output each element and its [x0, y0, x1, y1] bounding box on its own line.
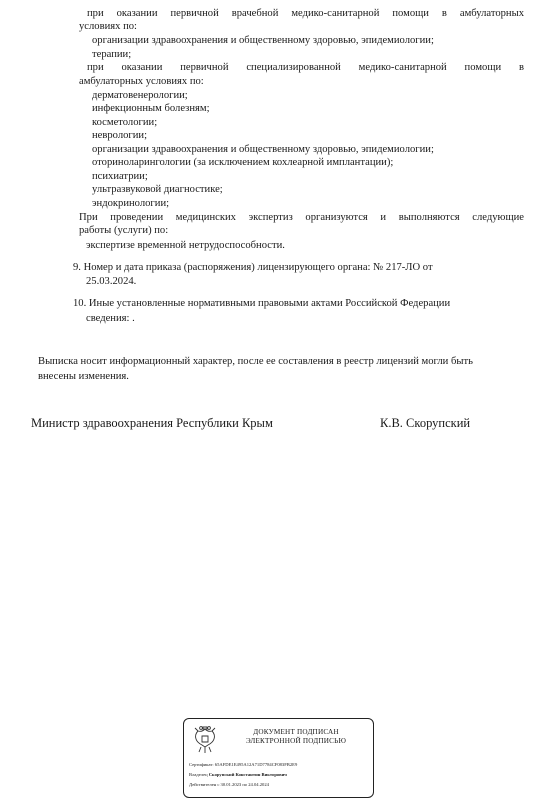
list-item: неврологии;: [92, 130, 148, 141]
disclaimer-note: Выписка носит информационный характер, после ее составления в реестр лицензий могли быть: [38, 356, 473, 367]
list-item: психиатрии;: [92, 171, 148, 182]
stamp-owner-row: [189, 772, 287, 778]
specialized-care-heading-cont: амбулаторных условиях по:: [79, 76, 204, 87]
coat-of-arms-icon: [192, 725, 218, 755]
list-item: организации здравоохранения и общественному здоровью, эпидемиологии;: [92, 35, 434, 46]
stamp-certificate: Сертификат: 65AFDE1E495A12A71D7784CF083FB2E9: [189, 762, 298, 767]
stamp-owner-label: Владелец: [189, 772, 208, 777]
list-item: инфекционным болезням;: [92, 103, 210, 114]
stamp-title-line: ЭЛЕКТРОННОЙ ПОДПИСЬЮ: [245, 737, 347, 745]
item-9-date: 25.03.2024.: [86, 276, 137, 287]
list-item: эндокринологии;: [92, 198, 170, 209]
electronic-signature-stamp: [183, 718, 374, 798]
stamp-owner: Скорупский Константин Викторович: [208, 772, 287, 777]
item-10-other: 10. Иные установленные нормативными правовыми актами Российской Федерации: [73, 298, 451, 309]
expertise-heading-cont: работы (услуги) по:: [79, 225, 169, 236]
stamp-validity: Действителен с 30.01.2023 по 24.04.2024: [189, 782, 269, 787]
list-item: экспертизе временной нетрудоспособности.: [86, 240, 285, 251]
list-item: ультразвуковой диагностике;: [92, 184, 223, 195]
item-10-info: сведения: .: [86, 313, 135, 324]
list-item: косметологии;: [92, 117, 158, 128]
list-item: терапии;: [92, 49, 132, 60]
list-item: дерматовенерологии;: [92, 90, 188, 101]
expertise-heading: При проведении медицинских экспертиз организуются и выполняются следующие: [79, 212, 524, 223]
disclaimer-note-cont: внесены изменения.: [38, 371, 129, 382]
item-9-order: 9. Номер и дата приказа (распоряжения) лицензирующего органа: № 217-ЛО от: [73, 262, 433, 273]
primary-care-heading: при оказании первичной врачебной медико-санитарной помощи в амбулаторных: [87, 8, 524, 19]
primary-care-heading-cont: условиях по:: [79, 21, 137, 32]
specialized-care-heading: при оказании первичной специализированной медико-санитарной помощи в: [87, 62, 524, 73]
list-item: организации здравоохранения и общественному здоровью, эпидемиологии;: [92, 144, 434, 155]
stamp-title: [228, 728, 364, 746]
list-item: оториноларингологии (за исключением кохлеарной имплантации);: [92, 157, 394, 168]
signatory-position: Министр здравоохранения Республики Крым: [31, 416, 273, 430]
stamp-title-line: ДОКУМЕНТ ПОДПИСАН: [253, 728, 339, 736]
signatory-name: К.В. Скорупский: [380, 416, 471, 430]
